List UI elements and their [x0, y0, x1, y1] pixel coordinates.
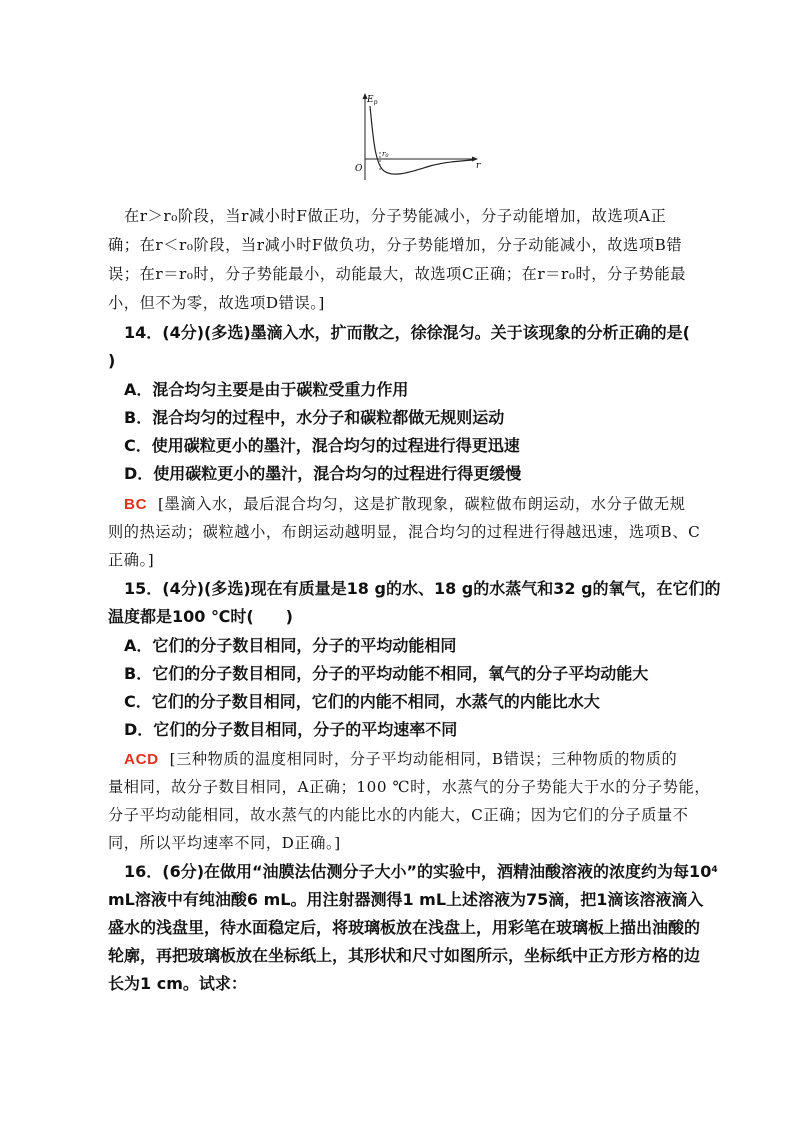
q14-stem-line-2: )	[108, 351, 116, 370]
y-axis-label: $E_p$	[367, 95, 378, 106]
q14-answer: BC	[124, 496, 148, 513]
q16-line-1	[124, 858, 724, 886]
q15-stem-line-2: 温度都是100 ℃时( )	[108, 607, 293, 626]
q15-option-a: A．它们的分子数目相同，分子的平均动能相同	[124, 636, 457, 655]
q15-option-b: B．它们的分子数目相同，分子的平均动能不相同，氧气的分子平均动能大	[124, 664, 649, 683]
q15-option-d: D．它们的分子数目相同，分子的平均速率不同	[124, 720, 458, 739]
q15-option-c: C．它们的分子数目相同，它们的内能不相同，水蒸气的内能比水大	[124, 692, 600, 711]
q16-line-5: 长为1 cm。试求：	[108, 974, 247, 993]
q13-explanation-line-4: 小，但不为零，故选项D错误。]	[108, 294, 325, 312]
q16-line-1-text: 16．(6分)在做用“油膜法估测分子大小”的实验中，酒精油酸溶液的浓度约为每10	[124, 862, 712, 881]
x-axis-label: r	[476, 161, 481, 171]
q15-answer: ACD	[124, 751, 159, 768]
q16-line-4: 轮廓，再把玻璃板放在坐标纸上，其形状和尺寸如图所示，坐标纸中正方形方格的边	[108, 946, 701, 965]
q14-option-c: C．使用碳粒更小的墨汁，混合均匀的过程进行得更迅速	[124, 436, 520, 455]
q15-explanation-line-4: 同，所以平均速率不同，D正确。]	[108, 834, 341, 852]
q15-stem-line-1: 15．(4分)(多选)现在有质量是18 g的水、18 g的水蒸气和32 g的氧气，在它们的	[124, 579, 721, 598]
origin-label: O	[355, 164, 363, 174]
q16-line-3: 盛水的浅盘里，待水面稳定后，将玻璃板放在浅盘上，用彩笔在玻璃板上描出油酸的	[108, 918, 701, 937]
q14-explanation-line-3: 正确。]	[108, 551, 155, 569]
q14-option-d: D．使用碳粒更小的墨汁，混合均匀的过程进行得更缓慢	[124, 464, 522, 483]
q16-exponent: 4	[711, 865, 718, 875]
q14-option-a: A．混合均匀主要是由于碳粒受重力作用	[124, 380, 409, 399]
q13-explanation-line-2: 确；在r＜r₀阶段，当r减小时F做负功，分子势能增加，分子动能减小，故选项B错	[108, 236, 683, 254]
q14-explanation-line-1	[124, 490, 724, 519]
q15-explanation-line-2: 量相同，故分子数目相同，A正确；100 ℃时，水蒸气的分子势能大于水的分子势能，	[108, 778, 711, 796]
potential-energy-graph	[350, 92, 490, 182]
q15-explanation-text: [三种物质的温度相同时，分子平均动能相同，B错误；三种物质的物质的	[169, 750, 678, 768]
q16-line-2: mL溶液中有纯油酸6 mL。用注射器测得1 mL上述溶液为75滴，把1滴该溶液滴入	[108, 890, 704, 909]
q15-explanation-line-1	[124, 745, 724, 774]
energy-curve	[370, 106, 472, 174]
q13-explanation-line-1: 在r＞r₀阶段，当r减小时F做正功，分子势能减小，分子动能增加，故选项A正	[124, 207, 667, 225]
q14-stem-line-1: 14．(4分)(多选)墨滴入水，扩而散之，徐徐混匀。关于该现象的分析正确的是(	[124, 323, 690, 342]
q14-explanation-text: [墨滴入水，最后混合均匀，这是扩散现象，碳粒做布朗运动，水分子做无规	[158, 495, 686, 513]
q14-option-b: B．混合均匀的过程中，水分子和碳粒都做无规则运动	[124, 408, 505, 427]
q15-explanation-line-3: 分子平均动能相同，故水蒸气的内能比水的内能大，C正确；因为它们的分子质量不	[108, 806, 689, 824]
r0-label: r0	[382, 150, 389, 159]
q14-explanation-line-2: 则的热运动；碳粒越小，布朗运动越明显，混合均匀的过程进行得越迅速，选项B、C	[108, 523, 701, 541]
q13-explanation-line-3: 误；在r＝r₀时，分子势能最小，动能最大，故选项C正确；在r＝r₀时，分子势能最	[108, 265, 687, 283]
